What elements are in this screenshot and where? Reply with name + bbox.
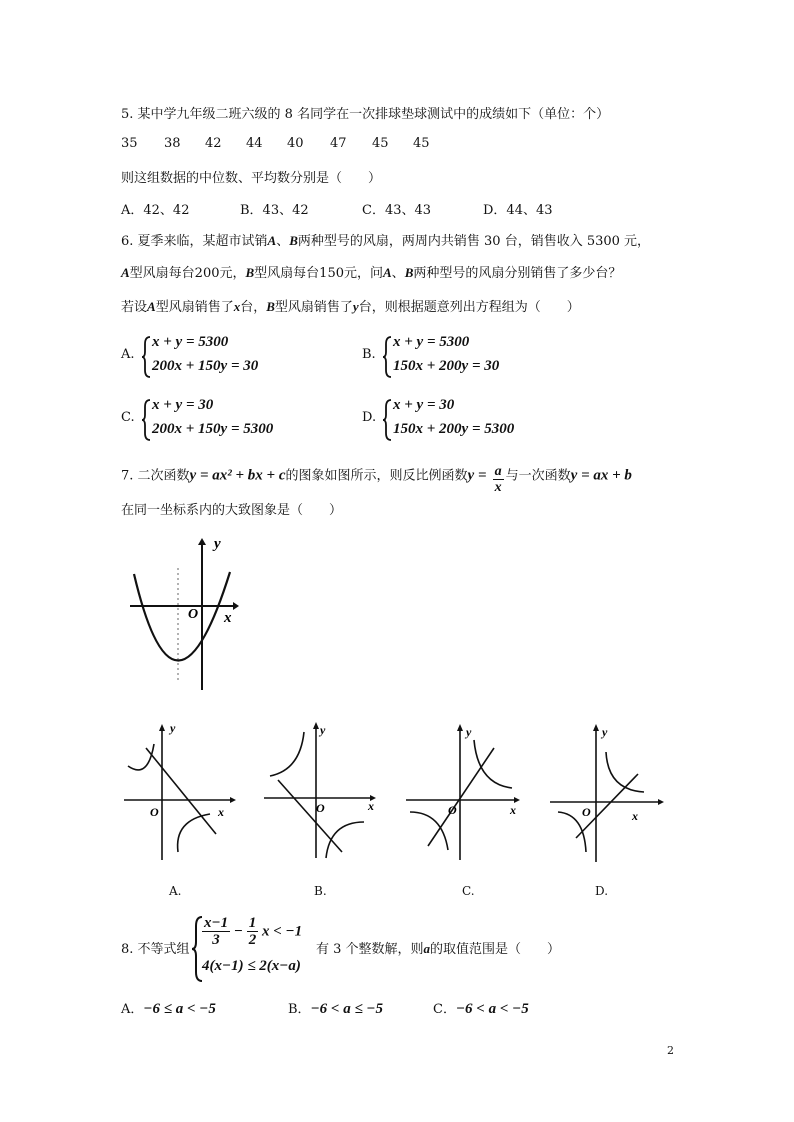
hyperbola-branch <box>606 752 644 792</box>
arrow-icon <box>230 797 236 803</box>
arrow-icon <box>233 602 239 610</box>
q5-option-a[interactable]: A．42、42 <box>121 203 190 218</box>
svg-text:x: x <box>368 799 374 813</box>
svg-text:y: y <box>602 725 608 739</box>
q7-line2: 在同一坐标系内的大致图象是（ ） <box>121 503 343 518</box>
q7-graph-d[interactable] <box>546 718 670 868</box>
q8-option-a[interactable]: A．−6 ≤ a < −5 <box>121 1001 216 1017</box>
q8-inequality-1: $\frac{x-1}{3}$ − $\frac{1}{2}$ x < −1 <box>204 915 303 948</box>
fraction: $\frac{x-1}{3}$ <box>204 915 229 948</box>
option-label: A. <box>121 347 135 362</box>
score: 42 <box>205 136 222 151</box>
q8-suffix: 有 3 个整数解，则a的取值范围是（ ） <box>316 941 561 957</box>
q5-option-b[interactable]: B．43、42 <box>240 203 309 218</box>
arrow-icon <box>159 724 165 731</box>
q5-option-c[interactable]: C．43、43 <box>362 203 432 218</box>
brace-icon <box>142 336 152 378</box>
parabola-curve <box>134 572 230 661</box>
svg-text:O: O <box>150 805 159 819</box>
graph-label-a: A. <box>169 884 182 898</box>
option-label: D. <box>362 410 377 425</box>
q7-line1: 7. 二次函数y = ax² + bx + c的图象如图所示，则反比例函数y = $\frac{a}{x}$ 与一次函数y = ax + b <box>121 464 632 495</box>
q7-graph-a[interactable] <box>118 718 242 868</box>
svg-text:y: y <box>170 721 176 735</box>
q6-line3: 若设A型风扇销售了x台，B型风扇销售了y台，则根据题意列出方程组为（ ） <box>121 299 580 315</box>
score: 45 <box>372 136 389 151</box>
hyperbola-branch <box>128 744 154 770</box>
q5-question: 则这组数据的中位数、平均数分别是（ ） <box>121 171 382 186</box>
score: 44 <box>246 136 263 151</box>
q8-inequality-2: 4(x−1) ≤ 2(x−a) <box>202 958 301 974</box>
svg-text:x: x <box>510 803 516 817</box>
score: 35 <box>121 136 138 151</box>
arrow-icon <box>457 724 463 731</box>
fraction: $\frac{1}{2}$ <box>248 915 257 948</box>
svg-text:x: x <box>632 809 638 823</box>
arrow-icon <box>313 722 319 729</box>
svg-text:O: O <box>316 801 325 815</box>
linear-line <box>428 748 494 846</box>
hyperbola-branch <box>474 740 512 788</box>
brace-icon <box>383 399 393 441</box>
origin-label: O <box>188 607 199 622</box>
svg-text:x: x <box>218 805 224 819</box>
q5-stem: 5. 某中学九年级二班六级的 8 名同学在一次排球垫球测试中的成绩如下（单位：个） <box>121 107 610 122</box>
svg-text:y: y <box>466 725 472 739</box>
score: 38 <box>164 136 181 151</box>
hyperbola-branch <box>270 732 304 776</box>
option-label: B. <box>362 347 376 362</box>
q6-line2: A型风扇每台200元，B型风扇每台150元，问A、B两种型号的风扇分别销售了多少台？ <box>121 265 622 281</box>
q6-line1: 6. 夏季来临，某超市试销A、B两种型号的风扇，两周内共销售 30 台，销售收入 5300 元， <box>121 233 651 249</box>
page-number: 2 <box>667 1044 674 1057</box>
brace-icon <box>383 336 393 378</box>
q7-parabola-graph <box>120 530 245 695</box>
q8-option-c[interactable]: C．−6 < a < −5 <box>433 1001 529 1017</box>
score: 47 <box>330 136 347 151</box>
svg-text:O: O <box>582 805 591 819</box>
graph-label-d: D. <box>595 884 609 898</box>
option-label: C. <box>121 410 135 425</box>
arrow-icon <box>198 538 206 545</box>
q8-prefix: 8. 不等式组 <box>121 942 190 957</box>
arrow-icon <box>593 724 599 731</box>
score: 40 <box>287 136 304 151</box>
arrow-icon <box>658 799 664 805</box>
svg-text:y: y <box>320 723 326 737</box>
q5-option-d[interactable]: D．44、43 <box>483 203 553 218</box>
linear-line <box>278 780 342 852</box>
q7-graph-b[interactable] <box>260 718 384 868</box>
svg-text:O: O <box>448 803 457 817</box>
graph-label-c: C. <box>462 884 475 898</box>
score: 45 <box>413 136 430 151</box>
linear-line <box>146 748 216 834</box>
y-label: y <box>214 536 221 552</box>
q7-graph-c[interactable] <box>402 718 526 868</box>
q8-option-b[interactable]: B．−6 < a ≤ −5 <box>288 1001 384 1017</box>
brace-icon <box>142 399 152 441</box>
graph-label-b: B. <box>314 884 327 898</box>
fraction: $\frac{a}{x}$ <box>494 464 502 495</box>
x-label: x <box>224 610 232 626</box>
